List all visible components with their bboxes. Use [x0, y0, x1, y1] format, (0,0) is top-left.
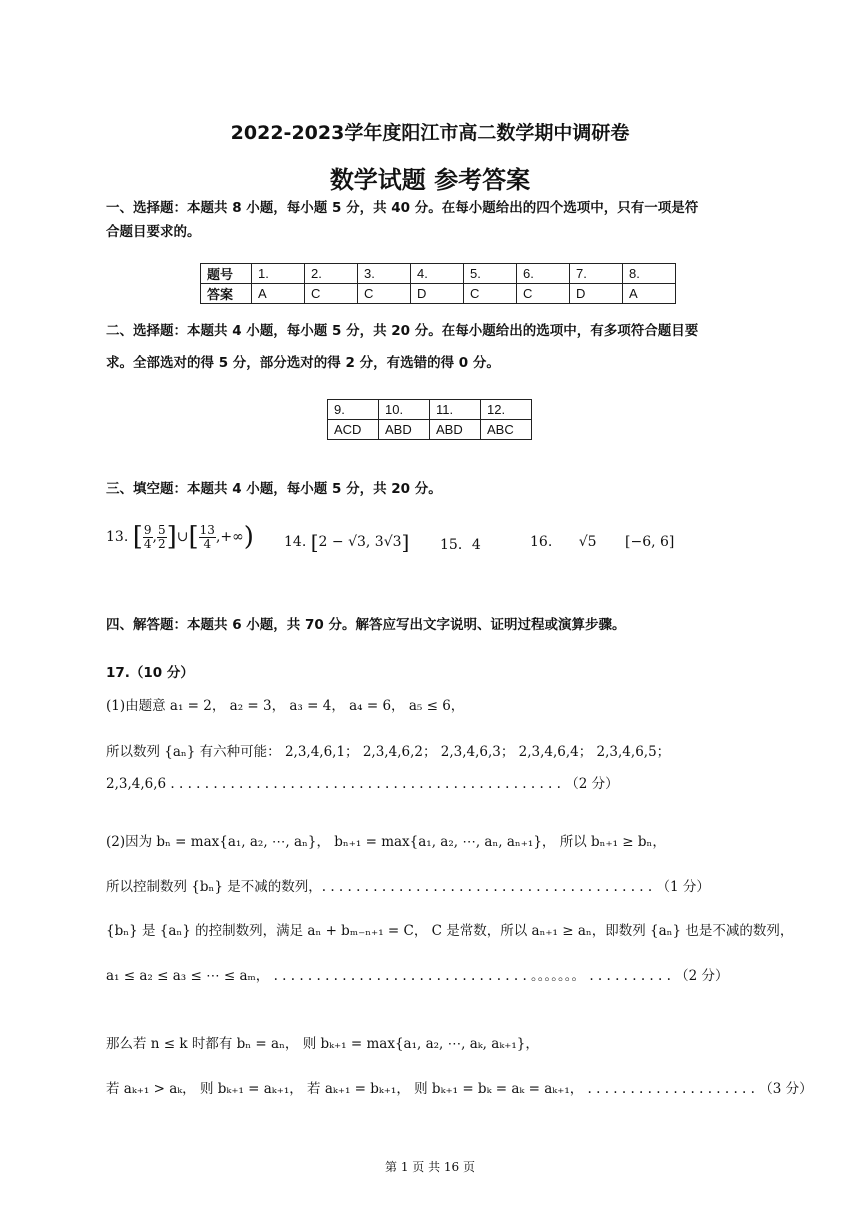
- answer-cell: C: [305, 284, 358, 304]
- solution-line: (1)由题意 a₁ = 2， a₂ = 3， a₃ = 4， a₄ = 6， a₅ ≤ 6，: [106, 698, 465, 714]
- answer-cell: A: [623, 284, 676, 304]
- solution-line: 那么若 n ≤ k 时都有 bₙ = aₙ， 则 bₖ₊₁ = max{a₁, a₂, ⋯, aₖ, aₖ₊₁}，: [106, 1036, 539, 1052]
- answer-cell: D: [411, 284, 464, 304]
- question-number: 3.: [358, 264, 411, 284]
- answer-16-value1: √5: [578, 534, 597, 550]
- solution-line: 2,3,4,6,6 . . . . . . . . . . . . . . . . . . . . . . . . . . . . . . . . . . . . . . . . . . . . . . （2 分）: [106, 776, 619, 792]
- question-number: 6.: [517, 264, 570, 284]
- left-bracket: [: [310, 530, 319, 554]
- section1-heading-line2: 合题目要求的。: [106, 224, 201, 240]
- right-paren: ): [243, 522, 254, 552]
- question-number: 1.: [252, 264, 305, 284]
- left-bracket: [: [132, 522, 143, 552]
- answer-cell: C: [517, 284, 570, 304]
- union-symbol: ∪: [176, 529, 189, 545]
- denominator: 2: [157, 536, 166, 551]
- answer-14: [284, 530, 409, 554]
- table-row: [328, 420, 532, 440]
- solution-line: 所以数列 {aₙ} 有六种可能： 2,3,4,6,1； 2,3,4,6,2； 2,3,4,6,3； 2,3,4,6,4； 2,3,4,6,5；: [106, 744, 671, 760]
- section2-heading-line1: 二、选择题：本题共 4 小题，每小题 5 分，共 20 分。在每小题给出的选项中，有多项符合题目要: [106, 323, 699, 339]
- table-row: [201, 264, 676, 284]
- multi-choice-answer-table: [327, 399, 532, 440]
- question-number: 12.: [481, 400, 532, 420]
- numerator: 5: [157, 522, 166, 537]
- section2-heading-line2: 求。全部选对的得 5 分，部分选对的得 2 分，有选错的得 0 分。: [106, 355, 500, 371]
- solution-line: (2)因为 bₙ = max{a₁, a₂, ⋯, aₙ}， bₙ₊₁ = max{a₁, a₂, ⋯, aₙ, aₙ₊₁}， 所以 bₙ₊₁ ≥ bₙ，: [106, 834, 666, 850]
- infinity-tail: ,+∞: [215, 529, 244, 545]
- solution-line: {bₙ} 是 {aₙ} 的控制数列，满足 aₙ + bₘ₋ₙ₊₁ = C， C 是常数，所以 aₙ₊₁ ≥ aₙ，即数列 {aₙ} 也是不减的数列，: [106, 923, 794, 939]
- answer-cell: C: [464, 284, 517, 304]
- answer-16-label: 16.: [530, 534, 553, 550]
- answer-16-value2: [−6, 6]: [625, 534, 675, 550]
- denominator: 4: [143, 536, 152, 551]
- answer-cell: ABC: [481, 420, 532, 440]
- section1-heading-line1: 一、选择题：本题共 8 小题，每小题 5 分，共 40 分。在每小题给出的四个选项中，只有一项是符: [106, 200, 699, 216]
- answer-cell: D: [570, 284, 623, 304]
- question-number: 10.: [379, 400, 430, 420]
- fraction-9-4: [143, 524, 153, 551]
- denominator: 4: [203, 536, 212, 551]
- table-row-header: 题号: [201, 264, 252, 284]
- question-17-title: 17.（10 分）: [106, 665, 194, 681]
- table-row: [328, 400, 532, 420]
- solution-line: a₁ ≤ a₂ ≤ a₃ ≤ ⋯ ≤ aₘ， . . . . . . . . . . . . . . . . . . . . . . . . . . . . . . 。。。。。。。 . . . . . . . . . . （2 分）: [106, 968, 729, 984]
- answer-13: 13. [ $\frac{9}{4}$ , $\frac{5}{2}$ ]∪[ $\frac{13}{4}$ ,+∞): [106, 522, 254, 552]
- answer-16: [530, 534, 674, 550]
- section3-heading: 三、填空题：本题共 4 小题，每小题 5 分，共 20 分。: [106, 481, 442, 497]
- answer-cell: A: [252, 284, 305, 304]
- answer-cell: ABD: [430, 420, 481, 440]
- question-number: 2.: [305, 264, 358, 284]
- document-title: 2022-2023学年度阳江市高二数学期中调研卷: [230, 122, 630, 144]
- table-row: [201, 284, 676, 304]
- answer-13-label: 13.: [106, 529, 129, 545]
- left-bracket: [: [188, 522, 199, 552]
- question-number: 11.: [430, 400, 481, 420]
- right-bracket: ]: [166, 522, 177, 552]
- question-number: 9.: [328, 400, 379, 420]
- answer-14-value: 2 − √3, 3√3: [318, 534, 402, 550]
- answer-cell: ABD: [379, 420, 430, 440]
- question-number: 4.: [411, 264, 464, 284]
- question-number: 7.: [570, 264, 623, 284]
- numerator: 13: [199, 522, 215, 537]
- question-number: 8.: [623, 264, 676, 284]
- table-row-header: 答案: [201, 284, 252, 304]
- right-bracket: ]: [401, 530, 410, 554]
- fraction-13-4: [199, 524, 216, 551]
- solution-line: 若 aₖ₊₁ > aₖ， 则 bₖ₊₁ = aₖ₊₁， 若 aₖ₊₁ = bₖ₊₁， 则 bₖ₊₁ = bₖ = aₖ = aₖ₊₁， . . . . . . . . . . . . . . . . . . . . （3 分）: [106, 1081, 813, 1097]
- solution-line: 所以控制数列 {bₙ} 是不减的数列，. . . . . . . . . . . . . . . . . . . . . . . . . . . . . . . . . . . . . . . （1 分）: [106, 879, 710, 895]
- answer-14-label: 14.: [284, 534, 307, 550]
- page-footer: 第 1 页 共 16 页: [385, 1160, 475, 1174]
- answer-cell: ACD: [328, 420, 379, 440]
- answer-15: 15．4: [440, 537, 481, 553]
- question-number: 5.: [464, 264, 517, 284]
- answer-cell: C: [358, 284, 411, 304]
- fraction-5-2: [157, 524, 167, 551]
- numerator: 9: [143, 522, 152, 537]
- choice-answer-table: [200, 263, 676, 304]
- section4-heading: 四、解答题：本题共 6 小题，共 70 分。解答应写出文字说明、证明过程或演算步骤。: [106, 617, 626, 633]
- document-subtitle: 数学试题 参考答案: [329, 166, 531, 194]
